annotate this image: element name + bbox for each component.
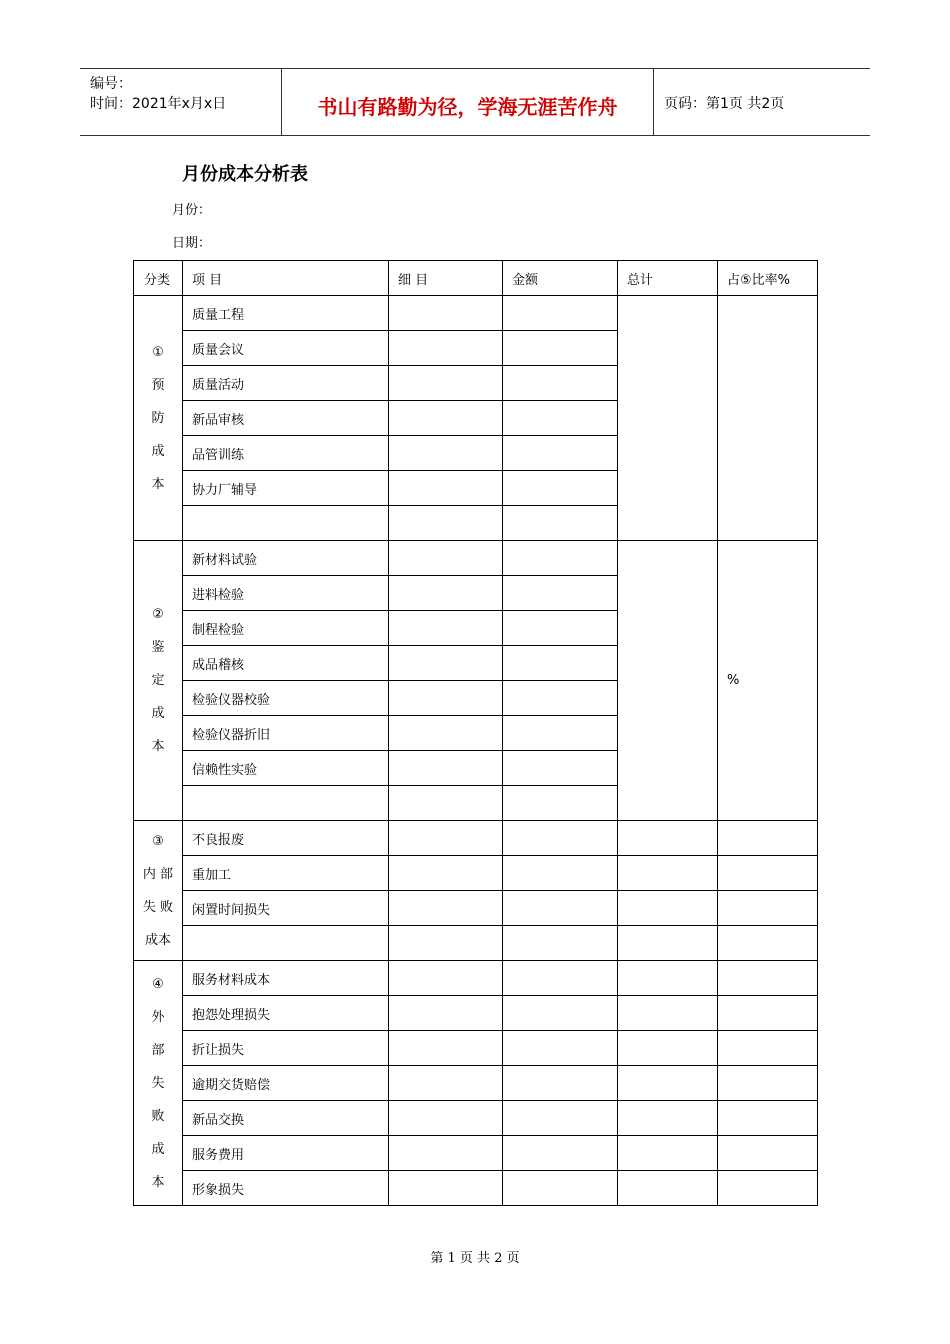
detail-cell — [389, 786, 503, 821]
total-cell — [618, 541, 718, 821]
column-header-total: 总计 — [618, 261, 718, 296]
total-cell — [618, 1101, 718, 1136]
item-cell: 信赖性实验 — [183, 751, 389, 786]
detail-cell — [389, 436, 503, 471]
table-header-row — [134, 261, 818, 296]
item-cell: 新品交换 — [183, 1101, 389, 1136]
amount-cell — [503, 1031, 618, 1066]
category-label-text — [143, 825, 173, 957]
document-number-label: 编号： — [90, 76, 132, 92]
category-label-line: 本 — [151, 1174, 165, 1190]
detail-cell — [389, 996, 503, 1031]
amount-cell — [503, 821, 618, 856]
category-label-line: 成 — [151, 443, 165, 459]
header-page-info: 页码：第1页 共2页 — [664, 96, 785, 112]
header-motto-cell — [282, 69, 654, 135]
amount-cell — [503, 856, 618, 891]
page-title: 月份成本分析表 — [182, 164, 308, 185]
ratio-cell — [718, 926, 818, 961]
category-label-line: 定 — [151, 673, 165, 688]
category-label-line: 失 — [151, 1075, 165, 1091]
detail-cell — [389, 716, 503, 751]
ratio-cell — [718, 1171, 818, 1206]
amount-cell — [503, 1066, 618, 1101]
amount-cell — [503, 611, 618, 646]
amount-cell — [503, 961, 618, 996]
amount-cell — [503, 506, 618, 541]
document-header — [80, 68, 870, 136]
total-cell — [618, 1031, 718, 1066]
item-cell: 形象损失 — [183, 1171, 389, 1206]
detail-cell — [389, 331, 503, 366]
category-label-line: 败 — [151, 1108, 165, 1124]
detail-cell — [389, 926, 503, 961]
total-cell — [618, 1171, 718, 1206]
detail-cell — [389, 611, 503, 646]
amount-cell — [503, 576, 618, 611]
amount-cell — [503, 786, 618, 821]
amount-cell — [503, 436, 618, 471]
item-cell: 新材料试验 — [183, 541, 389, 576]
detail-cell — [389, 1031, 503, 1066]
table-row — [134, 961, 818, 996]
total-cell — [618, 1066, 718, 1101]
item-cell: 不良报废 — [183, 821, 389, 856]
amount-cell — [503, 1101, 618, 1136]
category-label-line: 内 部 — [142, 866, 174, 882]
header-motto: 书山有路勤为径，学海无涯苦作舟 — [317, 95, 618, 119]
item-cell: 进料检验 — [183, 576, 389, 611]
item-cell — [183, 926, 389, 961]
amount-cell — [503, 401, 618, 436]
header-info-cell — [80, 69, 282, 135]
amount-cell — [503, 716, 618, 751]
table-row — [134, 296, 818, 331]
total-cell — [618, 996, 718, 1031]
detail-cell — [389, 366, 503, 401]
item-cell — [183, 786, 389, 821]
item-cell: 折让损失 — [183, 1031, 389, 1066]
detail-cell — [389, 821, 503, 856]
month-label: 月份： — [172, 203, 212, 218]
ratio-cell — [718, 961, 818, 996]
category-label-line: 成 — [151, 706, 165, 721]
detail-cell — [389, 576, 503, 611]
category-label — [134, 541, 183, 821]
table-row — [134, 996, 818, 1031]
table-row — [134, 1171, 818, 1206]
page-footer: 第 1 页 共 2 页 — [430, 1251, 520, 1266]
amount-cell — [503, 751, 618, 786]
amount-cell — [503, 1171, 618, 1206]
amount-cell — [503, 541, 618, 576]
table-row — [134, 1066, 818, 1101]
ratio-cell: % — [718, 541, 818, 821]
ratio-cell — [718, 296, 818, 541]
category-label-line: ④ — [152, 976, 164, 992]
date-label: 日期： — [172, 236, 212, 251]
detail-cell — [389, 1101, 503, 1136]
detail-cell — [389, 401, 503, 436]
detail-cell — [389, 961, 503, 996]
detail-cell — [389, 1136, 503, 1171]
total-cell — [618, 961, 718, 996]
header-page-cell — [654, 69, 870, 135]
amount-cell — [503, 331, 618, 366]
document-date-label: 时间：2021年x月x日 — [90, 96, 227, 112]
amount-cell — [503, 891, 618, 926]
table-row — [134, 926, 818, 961]
total-cell — [618, 296, 718, 541]
column-header-detail: 细 目 — [389, 261, 503, 296]
total-cell — [618, 1136, 718, 1171]
ratio-cell — [718, 821, 818, 856]
item-cell: 抱怨处理损失 — [183, 996, 389, 1031]
table-row — [134, 821, 818, 856]
detail-cell — [389, 751, 503, 786]
item-cell — [183, 506, 389, 541]
detail-cell — [389, 1066, 503, 1101]
amount-cell — [503, 296, 618, 331]
item-cell: 服务材料成本 — [183, 961, 389, 996]
amount-cell — [503, 926, 618, 961]
category-label-line: 鉴 — [151, 640, 165, 655]
category-label-line: 外 — [151, 1009, 165, 1025]
item-cell: 检验仪器折旧 — [183, 716, 389, 751]
total-cell — [618, 856, 718, 891]
item-cell: 服务费用 — [183, 1136, 389, 1171]
table-body — [134, 296, 818, 1206]
item-cell: 协力厂辅导 — [183, 471, 389, 506]
ratio-cell — [718, 1031, 818, 1066]
table-row — [134, 891, 818, 926]
ratio-cell — [718, 1066, 818, 1101]
item-cell: 制程检验 — [183, 611, 389, 646]
amount-cell — [503, 681, 618, 716]
column-header-ratio: 占⑤比率% — [718, 261, 818, 296]
category-label — [134, 821, 183, 961]
category-label — [134, 961, 183, 1206]
detail-cell — [389, 506, 503, 541]
category-label-line: 部 — [151, 1042, 165, 1058]
category-label-line: ② — [152, 607, 164, 622]
item-cell: 成品稽核 — [183, 646, 389, 681]
detail-cell — [389, 856, 503, 891]
category-label-line: 本 — [151, 739, 165, 754]
column-header-item: 项 目 — [183, 261, 389, 296]
category-label-line: 成 — [151, 1141, 165, 1157]
amount-cell — [503, 646, 618, 681]
item-cell: 逾期交货赔偿 — [183, 1066, 389, 1101]
item-cell: 质量活动 — [183, 366, 389, 401]
amount-cell — [503, 1136, 618, 1171]
column-header-category: 分类 — [134, 261, 183, 296]
category-label-line: 失 败 — [142, 899, 174, 915]
column-header-amount: 金额 — [503, 261, 618, 296]
detail-cell — [389, 1171, 503, 1206]
detail-cell — [389, 891, 503, 926]
ratio-cell — [718, 1136, 818, 1171]
ratio-cell — [718, 856, 818, 891]
category-label-text — [151, 336, 164, 501]
item-cell: 质量会议 — [183, 331, 389, 366]
table-row — [134, 1101, 818, 1136]
category-label-line: 防 — [151, 410, 165, 426]
category-label-text — [151, 598, 164, 763]
table-row — [134, 541, 818, 576]
table-row — [134, 856, 818, 891]
table-row — [134, 1031, 818, 1066]
ratio-cell — [718, 891, 818, 926]
total-cell — [618, 891, 718, 926]
detail-cell — [389, 681, 503, 716]
ratio-cell — [718, 1101, 818, 1136]
total-cell — [618, 821, 718, 856]
category-label-line: ① — [152, 344, 164, 360]
item-cell: 新品审核 — [183, 401, 389, 436]
category-label-line: 成本 — [144, 932, 171, 948]
item-cell: 质量工程 — [183, 296, 389, 331]
category-label-line: 本 — [151, 476, 165, 492]
item-cell: 品管训练 — [183, 436, 389, 471]
category-label — [134, 296, 183, 541]
item-cell: 闲置时间损失 — [183, 891, 389, 926]
detail-cell — [389, 541, 503, 576]
table-row — [134, 1136, 818, 1171]
amount-cell — [503, 996, 618, 1031]
category-label-line: ③ — [152, 833, 164, 849]
detail-cell — [389, 471, 503, 506]
item-cell: 重加工 — [183, 856, 389, 891]
category-label-text — [151, 968, 164, 1199]
ratio-cell — [718, 996, 818, 1031]
amount-cell — [503, 366, 618, 401]
detail-cell — [389, 296, 503, 331]
amount-cell — [503, 471, 618, 506]
total-cell — [618, 926, 718, 961]
cost-analysis-table — [133, 260, 818, 1206]
item-cell: 检验仪器校验 — [183, 681, 389, 716]
category-label-line: 预 — [151, 377, 165, 393]
detail-cell — [389, 646, 503, 681]
